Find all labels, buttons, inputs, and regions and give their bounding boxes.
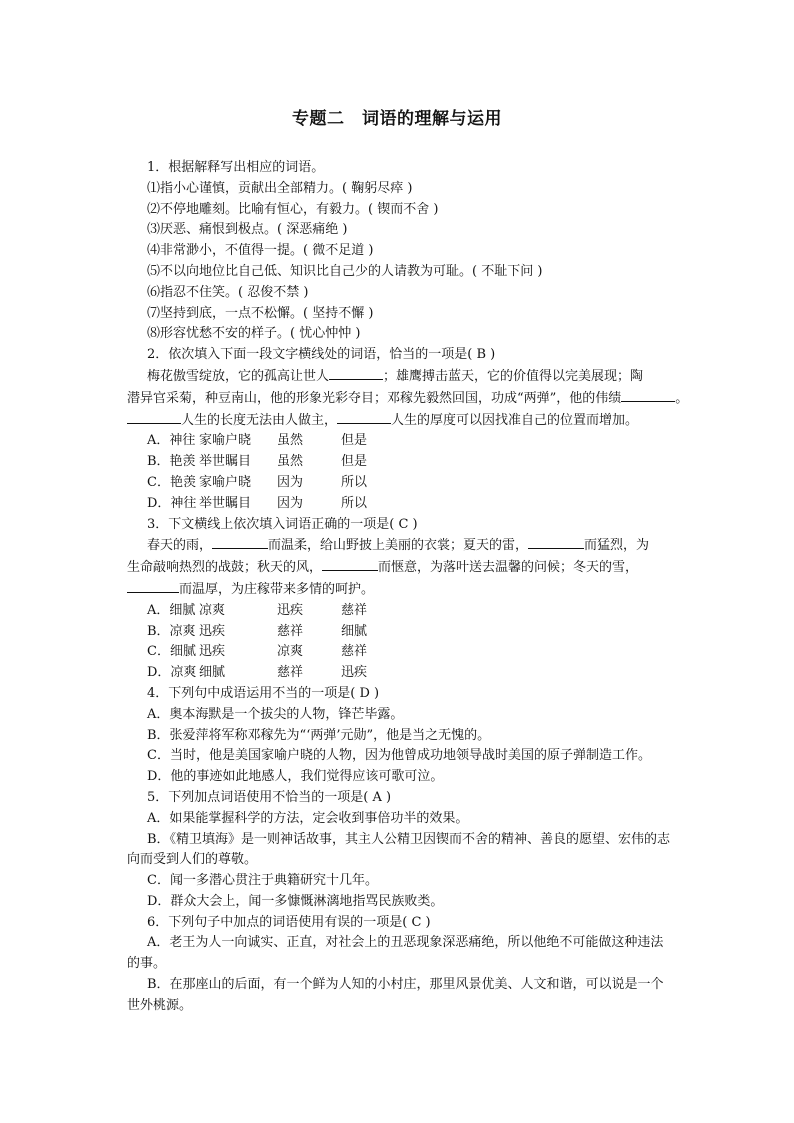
- answer-blank: [528, 535, 584, 549]
- q2-stem: 2．依次填入下面一段文字横线处的词语，恰当的一项是( B ): [147, 347, 496, 363]
- q1-item: ⑺坚持到底，一点不松懈。( 坚持不懈 ): [147, 305, 374, 321]
- q4-option: D．他的事迹如此地感人，我们觉得应该可歌可泣。: [147, 769, 444, 785]
- q2-option: C．艳羡 家喻户晓 因为 所以: [147, 474, 368, 490]
- q5-option: A．如果能掌握科学的方法，定会收到事倍功半的效果。: [147, 810, 469, 826]
- answer-blank: [322, 557, 378, 571]
- q2-passage-line: 潜异官采菊，种豆南山，他的形象光彩夺目；邓稼先毅然回国，功成“两弹”，他的伟绩 。: [127, 388, 673, 410]
- q6-option: A．老王为人一向诚实、正直，对社会上的丑恶现象深恶痛绝，所以他绝不可能做这种违法的事。: [127, 935, 664, 972]
- worksheet-body: [127, 158, 689, 1017]
- q1-item: ⑶厌恶、痛恨到极点。( 深恶痛绝 ): [147, 222, 348, 238]
- q1-stem: 1．根据解释写出相应的词语。: [147, 160, 325, 175]
- q4-stem: 4．下列句中成语运用不当的一项是( D ): [147, 685, 380, 701]
- q4-option: A．奥本海默是一个拔尖的人物，锋芒毕露。: [147, 706, 404, 722]
- q5-option: B．《精卫填海》是一则神话故事，其主人公精卫因锲而不舍的精神、善良的愿望、宏伟的志向而受到人们的尊敬。: [127, 831, 671, 868]
- q4-option: C．当时，他是美国家喻户晓的人物，因为他曾成功地领导战时美国的原子弹制造工作。: [147, 748, 651, 764]
- q3-option: B．凉爽 迅疾 慈祥 细腻: [147, 623, 368, 639]
- answer-blank: [127, 410, 181, 424]
- q3-option: D．凉爽 细腻 慈祥 迅疾: [147, 665, 368, 681]
- q1-item: ⑷非常渺小，不值得一提。( 微不足道 ): [147, 243, 374, 259]
- q3-option: C．细腻 迅疾 凉爽 慈祥: [147, 644, 368, 660]
- q3-passage-line: 春天的雨， 而温柔，给山野披上美丽的衣裳；夏天的雷， 而猛烈，为: [127, 535, 673, 557]
- page-title: 专题二 词语的理解与运用: [292, 109, 502, 129]
- q3-passage-line: 生命敲响热烈的战鼓；秋天的风， 而惬意，为落叶送去温馨的问候；冬天的雪，: [127, 557, 673, 579]
- q6-option: B．在那座山的后面，有一个鲜为人知的小村庄，那里风景优美、人文和谐，可以说是一个世外桃源。: [127, 977, 664, 1013]
- answer-blank: [621, 388, 675, 402]
- q3-stem: 3．下文横线上依次填入词语正确的一项是( C ): [147, 516, 418, 532]
- q6-stem: 6．下列句子中加点的词语使用有误的一项是( C ): [147, 914, 431, 930]
- q1-item: ⑸不以向地位比自己低、知识比自己少的人请教为可耻。( 不耻下问 ): [147, 263, 543, 279]
- q2-option: B．艳羡 举世瞩目 虽然 但是: [147, 454, 368, 470]
- q1-item: ⑴指小心谨慎，贡献出全部精力。( 鞠躬尽瘁 ): [147, 180, 413, 196]
- q1-item: ⑵不停地雕刻。比喻有恒心，有毅力。( 锲而不舍 ): [147, 201, 439, 217]
- q5-option: C．闻一多潜心贯注于典籍研究十几年。: [147, 873, 378, 889]
- answer-blank: [212, 535, 268, 549]
- q2-option: A．神往 家喻户晓 虽然 但是: [147, 433, 368, 449]
- q1-item: ⑹指忍不住笑。( 忍俊不禁 ): [147, 284, 309, 300]
- q2-passage-line: 梅花傲雪绽放，它的孤高让世人 ；雄鹰搏击蓝天，它的价值得以完美展现；陶: [127, 366, 673, 388]
- answer-blank: [329, 366, 383, 380]
- q5-stem: 5．下列加点词语使用不恰当的一项是( A ): [147, 789, 392, 805]
- q2-passage-line: 人生的长度无法由人做主， 人生的厚度可以因找准自己的位置而增加。: [127, 410, 673, 432]
- q5-option: D．群众大会上，闻一多慷慨淋漓地指骂民族败类。: [147, 893, 444, 909]
- q1-item: ⑻形容忧愁不安的样子。( 忧心忡忡 ): [147, 326, 361, 342]
- answer-blank: [337, 410, 391, 424]
- answer-blank: [127, 579, 179, 593]
- q4-option: B．张爱萍将军称邓稼先为“‘两弹’元勋”，他是当之无愧的。: [147, 727, 491, 743]
- q2-option: D．神往 举世瞩目 因为 所以: [147, 495, 368, 511]
- q3-option: A．细腻 凉爽 迅疾 慈祥: [147, 602, 368, 618]
- q3-passage-line: 而温厚，为庄稼带来多情的呵护。: [127, 579, 673, 601]
